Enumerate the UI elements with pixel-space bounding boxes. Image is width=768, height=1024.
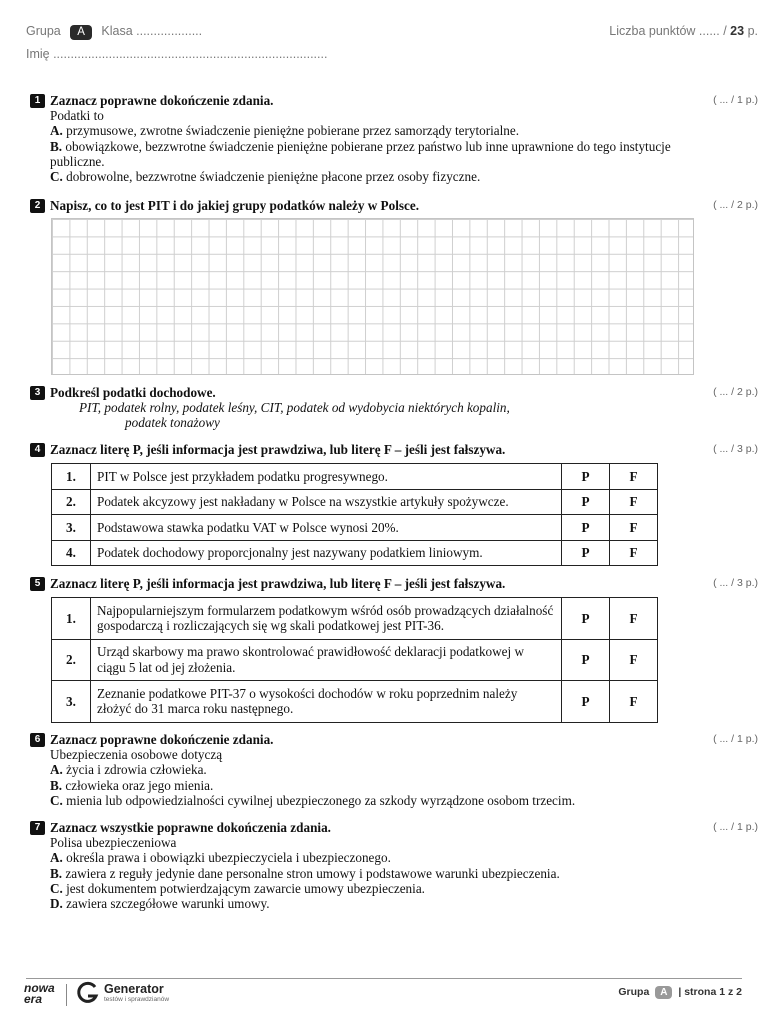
row-number: 4. <box>52 540 91 566</box>
answer-option[interactable]: C. dobrowolne, bezzwrotne świadczenie pieniężne płacone przez osoby fizyczne. <box>50 169 481 185</box>
statement: Najpopularniejszym formularzem podatkowym wśród osób prowadzących działalność gospodarczą i rozliczających się wg skali podatkowej jest PIT-36. <box>91 598 562 640</box>
task-question: Zaznacz poprawne dokończenie zdania. <box>50 732 274 747</box>
true-option[interactable]: P <box>562 639 610 681</box>
answer-option[interactable]: A. życia i zdrowia człowieka. <box>50 762 207 778</box>
task-number: 7 <box>30 821 45 835</box>
false-option[interactable]: F <box>610 540 658 566</box>
footer-divider <box>26 978 742 979</box>
page-indicator <box>618 986 742 999</box>
false-option[interactable]: F <box>610 639 658 681</box>
task-number: 4 <box>30 443 45 457</box>
footer-group-label: Grupa <box>618 986 650 998</box>
task-question: Zaznacz literę P, jeśli informacja jest prawdziwa, lub literę F – jeśli jest fałszywa. <box>50 576 506 591</box>
true-option[interactable]: P <box>562 515 610 541</box>
answer-option[interactable]: C. jest dokumentem potwierdzającym zawarcie umowy ubezpieczenia. <box>50 880 425 896</box>
task-4 <box>30 442 758 457</box>
task-score: ( ... / 1 p.) <box>713 821 758 833</box>
task-number: 3 <box>30 386 45 400</box>
answer-option[interactable]: B. obowiązkowe, bezzwrotne świadczenie pieniężne pobierane przez państwo lub inne uprawnione do tego instytucje publiczne. <box>50 138 671 169</box>
true-option[interactable]: P <box>562 464 610 490</box>
true-option[interactable]: P <box>562 598 610 640</box>
task-score: ( ... / 3 p.) <box>713 577 758 589</box>
points-label: Liczba punktów ...... / <box>609 24 727 38</box>
task-question: Podkreśl podatki dochodowe. <box>50 385 216 400</box>
answer-option[interactable]: D. zawiera szczegółowe warunki umowy. <box>50 896 270 912</box>
task-stem: Ubezpieczenia osobowe dotyczą <box>50 747 223 763</box>
statement: Urząd skarbowy ma prawo skontrolować prawidłowość deklaracji podatkowej w ciągu 5 lat od jej złożenia. <box>91 639 562 681</box>
name-field: Imię ............................................................................... <box>26 47 328 61</box>
task-number: 5 <box>30 577 45 591</box>
task-question: Zaznacz poprawne dokończenie zdania. <box>50 93 274 108</box>
group-class-field <box>26 24 202 40</box>
false-option[interactable]: F <box>610 464 658 490</box>
false-option[interactable]: F <box>610 681 658 723</box>
statement: Zeznanie podatkowe PIT-37 o wysokości dochodów w roku poprzednim należy złożyć do 31 marca roku następnego. <box>91 681 562 723</box>
table-row <box>52 639 658 681</box>
task-question: Zaznacz literę P, jeśli informacja jest prawdziwa, lub literę F – jeśli jest fałszywa. <box>50 442 506 457</box>
row-number: 3. <box>52 681 91 723</box>
false-option[interactable]: F <box>610 489 658 515</box>
row-number: 3. <box>52 515 91 541</box>
task-question: Zaznacz wszystkie poprawne dokończenia zdania. <box>50 820 331 835</box>
answer-option[interactable]: B. zawiera z reguły jedynie dane personalne stron umowy i podstawowe warunki ubezpieczenia. <box>50 865 560 881</box>
task-score: ( ... / 2 p.) <box>713 199 758 211</box>
answer-option[interactable]: C. mienia lub odpowiedzialności cywilnej ubezpieczonego za szkody wyrządzone osobom trzecim. <box>50 792 576 808</box>
table-row <box>52 681 658 723</box>
page-number: | strona 1 z 2 <box>678 986 742 998</box>
true-false-table <box>51 463 658 566</box>
task-question: Napisz, co to jest PIT i do jakiej grupy podatków należy w Polsce. <box>50 198 419 213</box>
statement: Podstawowa stawka podatku VAT w Polsce wynosi 20%. <box>91 515 562 541</box>
task-3 <box>30 385 758 431</box>
class-field: Klasa ................... <box>101 24 203 38</box>
points-total: 23 <box>730 24 745 38</box>
task-1 <box>30 93 758 184</box>
task-number: 1 <box>30 94 45 108</box>
false-option[interactable]: F <box>610 515 658 541</box>
task-number: 6 <box>30 733 45 747</box>
footer-group-badge: A <box>655 986 672 999</box>
generator-title: Generator <box>104 982 164 996</box>
task-score: ( ... / 1 p.) <box>713 733 758 745</box>
task-6 <box>30 732 758 808</box>
row-number: 1. <box>52 598 91 640</box>
row-number: 1. <box>52 464 91 490</box>
table-row <box>52 598 658 640</box>
tax-list-line[interactable]: PIT, podatek rolny, podatek leśny, CIT, podatek od wydobycia niektórych kopalin, <box>79 400 510 416</box>
logo-separator <box>66 984 67 1006</box>
group-label: Grupa <box>26 24 61 38</box>
answer-grid[interactable] <box>51 218 694 375</box>
task-7 <box>30 820 758 911</box>
group-badge: A <box>70 25 92 40</box>
true-false-table <box>51 597 658 723</box>
row-number: 2. <box>52 639 91 681</box>
row-number: 2. <box>52 489 91 515</box>
answer-option[interactable]: A. przymusowe, zwrotne świadczenie pieniężne pobierane przez samorządy terytorialne. <box>50 123 520 139</box>
table-row <box>52 515 658 541</box>
answer-option[interactable]: B. człowieka oraz jego mienia. <box>50 777 214 793</box>
task-5 <box>30 576 758 591</box>
true-option[interactable]: P <box>562 681 610 723</box>
nowa-era-logo: nowa era <box>24 981 55 1006</box>
statement: Podatek dochodowy proporcjonalny jest nazywany podatkiem liniowym. <box>91 540 562 566</box>
points-suffix: p. <box>747 24 758 38</box>
task-stem: Polisa ubezpieczeniowa <box>50 835 177 851</box>
task-score: ( ... / 2 p.) <box>713 386 758 398</box>
statement: Podatek akcyzowy jest nakładany w Polsce na wszystkie artykuły spożywcze. <box>91 489 562 515</box>
task-stem: Podatki to <box>50 108 104 124</box>
table-row <box>52 540 658 566</box>
tax-list-line[interactable]: podatek tonażowy <box>125 415 220 431</box>
generator-subtitle: testów i sprawdzianów <box>104 996 170 1003</box>
page-header <box>26 24 758 61</box>
generator-logo-icon <box>76 981 100 1005</box>
true-option[interactable]: P <box>562 540 610 566</box>
answer-option[interactable]: A. określa prawa i obowiązki ubezpieczyciela i ubezpieczonego. <box>50 850 391 866</box>
task-score: ( ... / 1 p.) <box>713 94 758 106</box>
table-row <box>52 489 658 515</box>
table-row <box>52 464 658 490</box>
false-option[interactable]: F <box>610 598 658 640</box>
task-2 <box>30 198 758 213</box>
statement: PIT w Polsce jest przykładem podatku progresywnego. <box>91 464 562 490</box>
task-number: 2 <box>30 199 45 213</box>
points-field <box>609 24 758 38</box>
task-score: ( ... / 3 p.) <box>713 443 758 455</box>
true-option[interactable]: P <box>562 489 610 515</box>
